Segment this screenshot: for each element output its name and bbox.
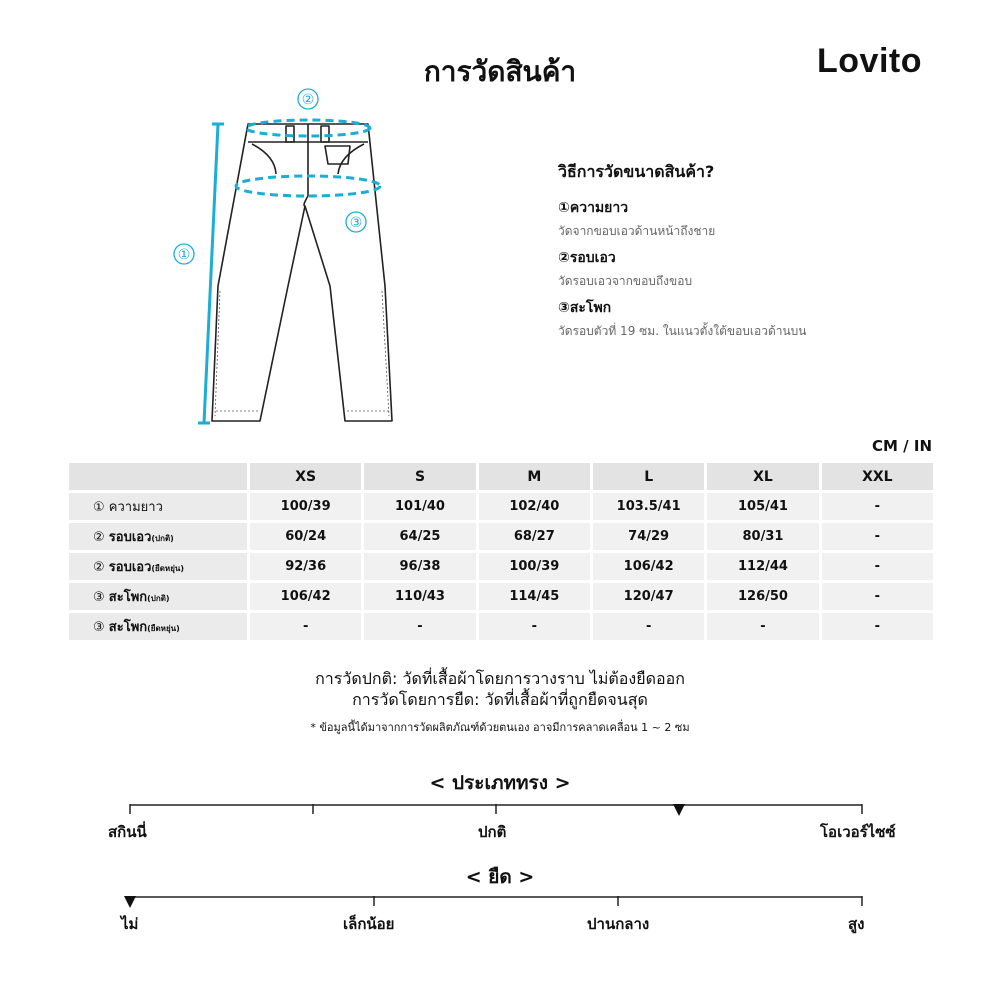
table-cell: 126/50 — [707, 583, 818, 610]
table-cell: 120/47 — [593, 583, 704, 610]
table-corner — [69, 463, 247, 490]
howto-waist-title: ②รอบเอว — [558, 250, 616, 266]
stretch-label-none: ไม่ — [121, 915, 139, 933]
table-cell: 68/27 — [479, 523, 590, 550]
size-header: XS — [250, 463, 361, 490]
table-cell: - — [822, 583, 933, 610]
table-cell: 96/38 — [364, 553, 475, 580]
table-cell: 105/41 — [707, 493, 818, 520]
stretch-scale-title: < ยืด > — [465, 866, 535, 888]
unit-label: CM / IN — [872, 437, 932, 455]
footnote: * ข้อมูลนี้ได้มาจากการวัดผลิตภัณฑ์ด้วยตนเอง อาจมีการคลาดเคลื่อน 1 ~ 2 ซม — [310, 721, 690, 734]
note-normal: การวัดปกติ: วัดที่เสื้อผ้าโดยการวางราบ ไม่ต้องยืดออก — [315, 669, 685, 688]
table-cell: 100/39 — [479, 553, 590, 580]
table-cell: 80/31 — [707, 523, 818, 550]
fit-scale-title: < ประเภททรง > — [429, 772, 571, 794]
table-header-row — [69, 463, 933, 490]
table-cell: - — [822, 613, 933, 640]
table-row — [69, 523, 933, 550]
table-cell: - — [707, 613, 818, 640]
table-cell: 74/29 — [593, 523, 704, 550]
table-cell: - — [364, 613, 475, 640]
marker-waist: ② — [301, 92, 315, 108]
table-cell: - — [593, 613, 704, 640]
howto-hip-desc: วัดรอบตัวที่ 19 ซม. ในแนวตั้งใต้ขอบเอวด้านบน — [558, 324, 807, 338]
table-cell: 103.5/41 — [593, 493, 704, 520]
table-cell: - — [822, 493, 933, 520]
pants-outline — [212, 124, 392, 421]
stretch-label-medium: ปานกลาง — [587, 915, 650, 933]
measure-notes — [0, 668, 1000, 736]
table-cell: 110/43 — [364, 583, 475, 610]
table-cell: 106/42 — [250, 583, 361, 610]
table-cell: 92/36 — [250, 553, 361, 580]
table-cell: - — [822, 523, 933, 550]
size-header: XL — [707, 463, 818, 490]
fit-label-oversize: โอเวอร์ไซซ์ — [820, 823, 896, 841]
page-title: การวัดสินค้า — [423, 55, 577, 88]
row-label: ② รอบเอว(ยืดหยุ่น) — [69, 553, 247, 580]
row-label: ① ความยาว — [69, 493, 247, 520]
size-header: L — [593, 463, 704, 490]
howto-hip-title: ③สะโพก — [558, 300, 612, 316]
row-label: ③ สะโพก(ยืดหยุ่น) — [69, 613, 247, 640]
table-cell: - — [822, 553, 933, 580]
table-cell: 100/39 — [250, 493, 361, 520]
table-row — [69, 583, 933, 610]
table-cell: - — [250, 613, 361, 640]
howto-length-desc: วัดจากขอบเอวด้านหน้าถึงชาย — [558, 224, 716, 238]
stretch-label-slight: เล็กน้อย — [343, 915, 395, 933]
howto-waist-desc: วัดรอบเอวจากขอบถึงขอบ — [558, 274, 693, 288]
table-cell: 60/24 — [250, 523, 361, 550]
size-header: M — [479, 463, 590, 490]
table-cell: 102/40 — [479, 493, 590, 520]
size-header: S — [364, 463, 475, 490]
table-cell: 112/44 — [707, 553, 818, 580]
table-row — [69, 613, 933, 640]
table-cell: 106/42 — [593, 553, 704, 580]
stretch-label-high: สูง — [848, 915, 865, 933]
size-table — [66, 460, 936, 643]
fit-label-skinny: สกินนี่ — [108, 823, 147, 841]
table-cell: 114/45 — [479, 583, 590, 610]
stretch-scale-marker — [124, 896, 136, 908]
table-cell: - — [479, 613, 590, 640]
fit-scale-marker — [673, 804, 685, 816]
pants-diagram — [170, 86, 400, 431]
marker-length: ① — [177, 247, 191, 263]
howto-length-title: ①ความยาว — [558, 200, 629, 216]
size-header: XXL — [822, 463, 933, 490]
table-cell: 101/40 — [364, 493, 475, 520]
table-row — [69, 493, 933, 520]
brand-logo: Lovito — [817, 42, 922, 80]
howto-heading: วิธีการวัดขนาดสินค้า? — [558, 162, 715, 181]
row-label: ③ สะโพก(ปกติ) — [69, 583, 247, 610]
table-row — [69, 553, 933, 580]
how-to-measure — [558, 160, 938, 345]
table-cell: 64/25 — [364, 523, 475, 550]
row-label: ② รอบเอว(ปกติ) — [69, 523, 247, 550]
marker-hip: ③ — [349, 215, 363, 231]
note-stretch: การวัดโดยการยืด: วัดที่เสื้อผ้าที่ถูกยืดจนสุด — [352, 690, 648, 709]
fit-label-regular: ปกติ — [478, 823, 507, 841]
